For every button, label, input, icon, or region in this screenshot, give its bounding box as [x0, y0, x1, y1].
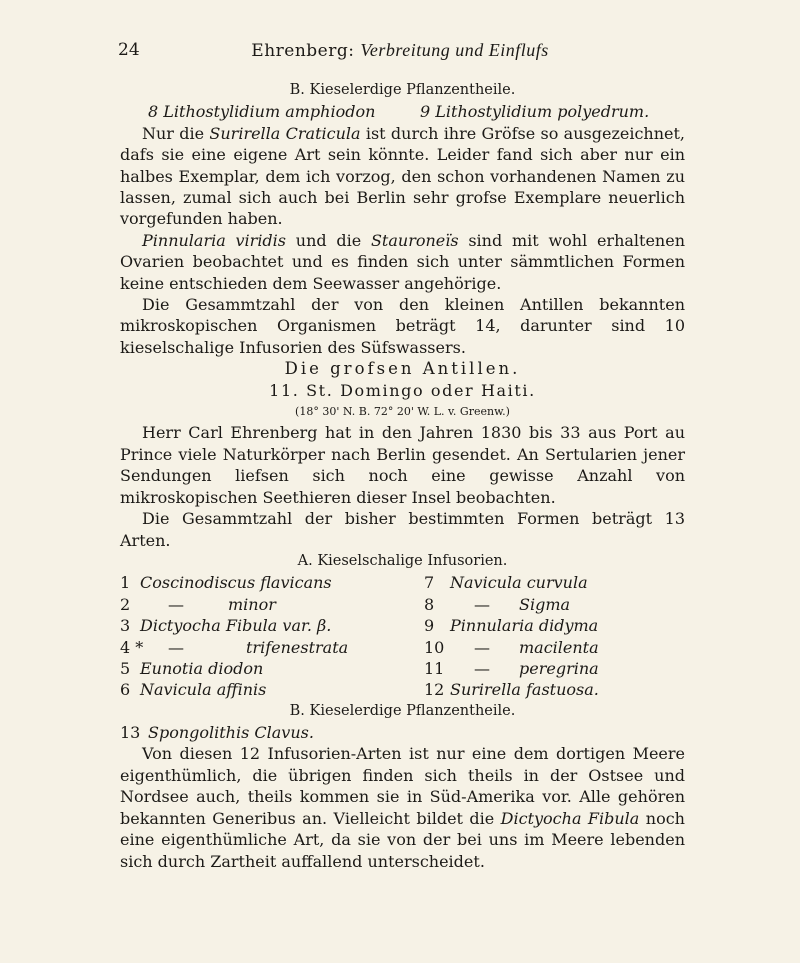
body-text: [120, 80, 685, 872]
paragraph: Pinnularia viridis und die Stauroneïs sind mit wohl erhaltenen Ovarien beobachtet und es finden sich unter sämmtlichen Formen keine entschieden dem Seewasser angehörige.: [120, 230, 686, 293]
species-row: 6 Navicula affinis 12 Surirella fastuosa.: [120, 680, 599, 700]
species-pair: [120, 101, 685, 122]
paragraph: Nur die Surirella Craticula ist durch ihre Gröfse so ausgezeichnet, dafs sie eine eigene Art sein könnte. Leider fand sich aber nur ein halbes Exemplar, dem ich vorzog, den schon vorhandenen Namen zu lassen, zumal sich auch bei Berlin sehr grofse Exemplare neuerlich vorgefunden haben.: [120, 123, 686, 229]
section-heading-b: B. Kieselerdige Pflanzentheile.: [289, 82, 516, 98]
header-author: Ehrenberg:: [251, 41, 355, 61]
place-heading: 11. St. Domingo oder Haiti.: [269, 380, 536, 400]
list-heading-a: A. Kieselschalige Infusorien.: [297, 552, 508, 569]
running-header: [118, 40, 682, 64]
coordinates: (18° 30' N. B. 72° 20' W. L. v. Greenw.): [295, 405, 510, 419]
species-row: 2 — minor 8 — Sigma: [120, 594, 571, 614]
species-item: 8 Lithostylidium amphiodon: [148, 102, 376, 122]
section-heading: Die grofsen Antillen.: [284, 359, 521, 379]
list-heading-b: B. Kieselerdige Pflanzentheile.: [289, 702, 516, 719]
header-title: Verbreitung und Einflufs: [360, 40, 549, 60]
species-row: 1 Coscinodiscus flavicans 7 Navicula curvula: [120, 573, 588, 593]
paragraph: Herr Carl Ehrenberg hat in den Jahren 1830 bis 33 aus Port au Prince viele Naturkörper nach Berlin gesendet. An Sertularien jener Sendungen liefsen sich noch eine gewisse Anzahl von mikroskopischen Seethieren dieser Insel beobachten.: [120, 423, 685, 507]
species-row: 5 Eunotia diodon 11 — peregrina: [120, 658, 599, 678]
running-title: [118, 40, 682, 61]
paragraph: Die Gesammtzahl der bisher bestimmten Formen beträgt 13 Arten.: [120, 509, 685, 550]
species-row: 13 Spongolithis Clavus.: [120, 723, 314, 743]
paragraph: Die Gesammtzahl der von den kleinen Antillen bekannten mikroskopischen Organismen beträgt 14, darunter sind 10 kieselschalige Infusorien des Süfswassers.: [120, 295, 685, 357]
species-row: 3 Dictyocha Fibula var. β. 9 Pinnularia didyma: [120, 616, 599, 636]
species-row: 4 * — trifenestrata 10 — macilenta: [120, 637, 599, 657]
page-number: 24: [118, 40, 140, 60]
species-item: 9 Lithostylidium polyedrum.: [420, 102, 650, 122]
paragraph: Von diesen 12 Infusorien-Arten ist nur eine dem dortigen Meere eigenthümlich, die übrigen finden sich theils in der Ostsee und Nordsee auch, theils kommen sie in Süd-Amerika vor. Alle gehören bekannten Generibus an. Vielleicht bildet die Dictyocha Fibula noch eine eigenthümliche Art, da sie von der bei uns im Meere lebenden sich durch Zartheit auffallend unterscheidet.: [120, 744, 685, 871]
